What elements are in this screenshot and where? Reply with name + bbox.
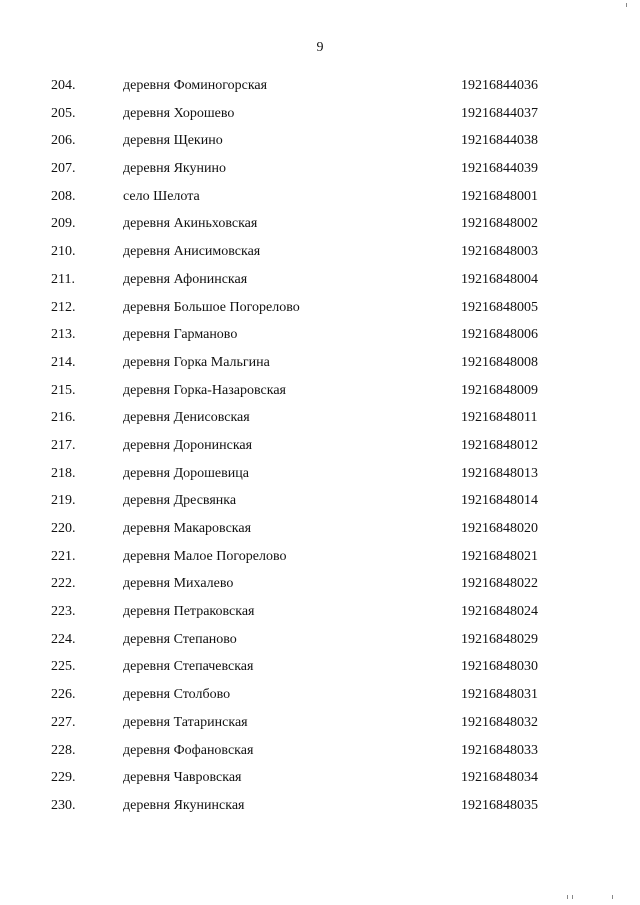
row-number: 209. (51, 216, 76, 232)
oktmo-code: 19216848033 (461, 742, 538, 758)
oktmo-code: 19216848032 (461, 714, 538, 730)
scan-artifact (572, 895, 573, 899)
page-number: 9 (316, 40, 324, 55)
row-number: 221. (51, 548, 76, 564)
table-row (0, 432, 640, 460)
settlement-name: деревня Фофановская (123, 742, 254, 758)
table-row (0, 709, 640, 737)
oktmo-code: 19216848011 (461, 410, 538, 426)
table-row (0, 404, 640, 432)
table-row (0, 681, 640, 709)
settlement-name: деревня Гарманово (123, 327, 238, 343)
settlement-name: деревня Дресвянка (123, 493, 237, 509)
oktmo-code: 19216848014 (461, 493, 538, 509)
oktmo-code: 19216848012 (461, 437, 538, 453)
row-number: 230. (51, 797, 76, 813)
settlement-name: деревня Горка Мальгина (123, 354, 270, 370)
table-row (0, 294, 640, 322)
row-number: 222. (51, 576, 76, 592)
table-row (0, 100, 640, 128)
oktmo-code: 19216848029 (461, 631, 538, 647)
settlement-name: деревня Фоминогорская (123, 78, 268, 93)
settlement-name: деревня Анисимовская (123, 244, 261, 260)
oktmo-code: 19216848013 (461, 465, 538, 481)
row-number: 227. (51, 714, 76, 730)
row-number: 215. (51, 382, 76, 398)
table-row (0, 266, 640, 294)
settlement-name: деревня Малое Погорелово (123, 548, 287, 564)
row-number: 206. (51, 133, 76, 149)
row-number: 205. (51, 105, 76, 121)
row-number: 216. (51, 410, 76, 426)
oktmo-code: 19216848008 (461, 354, 538, 370)
scan-artifact (567, 895, 568, 899)
row-number: 217. (51, 437, 76, 453)
oktmo-code: 19216844038 (461, 133, 538, 149)
table-row (0, 127, 640, 155)
settlement-name: деревня Степачевская (123, 659, 254, 675)
row-number: 219. (51, 493, 76, 509)
table-row (0, 183, 640, 211)
oktmo-code: 19216848006 (461, 327, 538, 343)
settlement-name: деревня Щекино (123, 133, 223, 149)
settlement-name: деревня Горка-Назаровская (123, 382, 286, 398)
table-row (0, 792, 640, 820)
oktmo-code: 19216848009 (461, 382, 538, 398)
oktmo-code: 19216848035 (461, 797, 538, 813)
settlement-name: деревня Якунино (123, 161, 227, 177)
oktmo-code: 19216848021 (461, 548, 538, 564)
table-row (0, 626, 640, 654)
settlement-name: деревня Якунинская (123, 797, 245, 813)
table-row (0, 321, 640, 349)
row-number: 204. (51, 78, 76, 93)
table-row (0, 155, 640, 183)
table-row (0, 570, 640, 598)
scan-artifact (612, 895, 613, 899)
settlement-name: деревня Степаново (123, 631, 237, 647)
table-row (0, 238, 640, 266)
table-row (0, 543, 640, 571)
row-number: 220. (51, 521, 76, 536)
table-row (0, 377, 640, 405)
table-row (0, 460, 640, 488)
oktmo-code: 19216848002 (461, 216, 538, 232)
oktmo-code: 19216844037 (461, 105, 538, 121)
table-row (0, 515, 640, 543)
settlement-name: деревня Афонинская (123, 271, 248, 287)
row-number: 214. (51, 354, 76, 370)
row-number: 225. (51, 659, 76, 675)
oktmo-code: 19216848003 (461, 244, 538, 260)
settlement-name: деревня Акиньховская (123, 216, 258, 232)
oktmo-code: 19216848034 (461, 770, 538, 786)
settlement-name: село Шелота (123, 188, 200, 204)
settlement-name: деревня Макаровская (123, 521, 252, 536)
table-row (0, 598, 640, 626)
settlement-name: деревня Хорошево (123, 105, 235, 121)
table-row (0, 737, 640, 765)
row-number: 213. (51, 327, 76, 343)
oktmo-code: 19216848005 (461, 299, 538, 315)
settlement-name: деревня Столбово (123, 687, 231, 703)
row-number: 207. (51, 161, 76, 177)
table-row (0, 653, 640, 681)
oktmo-code: 19216848004 (461, 271, 538, 287)
row-number: 229. (51, 770, 76, 786)
settlement-name: деревня Большое Погорелово (123, 299, 300, 315)
row-number: 208. (51, 188, 76, 204)
row-number: 218. (51, 465, 76, 481)
scan-artifact (626, 3, 627, 7)
settlement-list (0, 72, 640, 820)
settlement-name: деревня Татаринская (123, 714, 248, 730)
oktmo-code: 19216848001 (461, 188, 538, 204)
row-number: 223. (51, 604, 76, 620)
settlement-name: деревня Михалево (123, 576, 234, 592)
table-row (0, 210, 640, 238)
row-number: 210. (51, 244, 76, 260)
row-number: 228. (51, 742, 76, 758)
row-number: 211. (51, 271, 75, 287)
settlement-name: деревня Доронинская (123, 437, 253, 453)
settlement-name: деревня Дорошевица (123, 465, 249, 481)
settlement-name: деревня Петраковская (123, 604, 255, 620)
row-number: 226. (51, 687, 76, 703)
settlement-name: деревня Денисовская (123, 410, 250, 426)
oktmo-code: 19216848020 (461, 521, 538, 536)
table-row (0, 487, 640, 515)
table-row (0, 72, 640, 100)
row-number: 224. (51, 631, 76, 647)
oktmo-code: 19216848031 (461, 687, 538, 703)
row-number: 212. (51, 299, 76, 315)
settlement-name: деревня Чавровская (123, 770, 242, 786)
oktmo-code: 19216844039 (461, 161, 538, 177)
table-row (0, 349, 640, 377)
oktmo-code: 19216848030 (461, 659, 538, 675)
oktmo-code: 19216848024 (461, 604, 538, 620)
table-row (0, 764, 640, 792)
oktmo-code: 19216848022 (461, 576, 538, 592)
oktmo-code: 19216844036 (461, 78, 538, 93)
